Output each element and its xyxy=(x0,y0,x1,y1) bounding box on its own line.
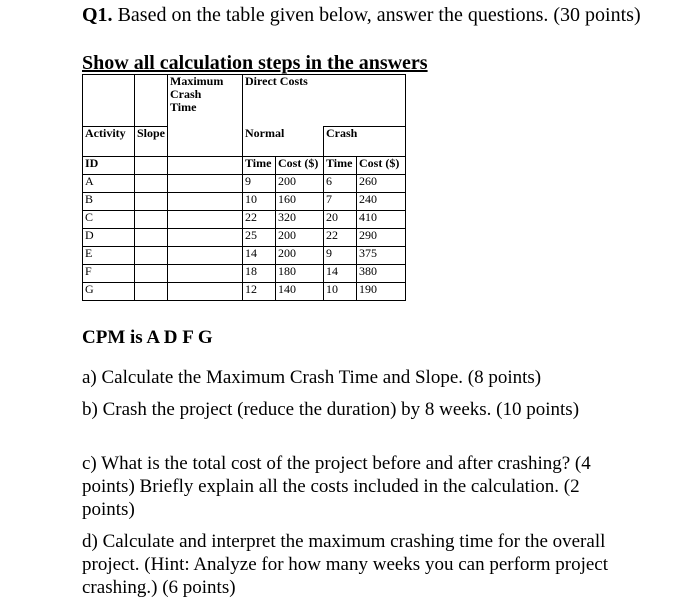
max-crash-time-cell xyxy=(168,175,243,193)
normal-time-cell: 22 xyxy=(243,211,276,229)
normal-cost-cell: 320 xyxy=(276,211,324,229)
normal-time-cell: 9 xyxy=(243,175,276,193)
table-body xyxy=(83,175,406,301)
table-header-row-2 xyxy=(83,127,406,157)
crash-cost-cell: 190 xyxy=(357,283,406,301)
normal-cost-cell: 200 xyxy=(276,229,324,247)
crash-cost-cell: 375 xyxy=(357,247,406,265)
slope-cell xyxy=(135,211,168,229)
slope-cell xyxy=(135,175,168,193)
question-number: Q1. xyxy=(82,4,113,26)
question-a: a) Calculate the Maximum Crash Time and Slope. (8 points) xyxy=(82,367,542,388)
crash-time-cell: 14 xyxy=(324,265,357,283)
crash-time-cell: 10 xyxy=(324,283,357,301)
max-crash-time-cell xyxy=(168,247,243,265)
max-crash-time-cell xyxy=(168,211,243,229)
table-row xyxy=(83,193,406,211)
normal-time-cell: 18 xyxy=(243,265,276,283)
table-header-row-3 xyxy=(83,157,406,175)
normal-time-cell: 12 xyxy=(243,283,276,301)
crash-time-cell: 20 xyxy=(324,211,357,229)
normal-cost-cell: 200 xyxy=(276,175,324,193)
header-cell-empty xyxy=(135,75,168,127)
table-row xyxy=(83,175,406,193)
crash-time-cell: 9 xyxy=(324,247,357,265)
activity-id-cell: E xyxy=(83,247,135,265)
normal-cost-cell: 180 xyxy=(276,265,324,283)
crash-cost-cell: 410 xyxy=(357,211,406,229)
activity-header: Activity xyxy=(83,127,135,157)
normal-header: Normal xyxy=(243,127,324,157)
max-crash-time-header xyxy=(168,75,243,157)
activity-id-cell: D xyxy=(83,229,135,247)
question-text: Based on the table given below, answer the questions. (30 points) xyxy=(112,4,641,26)
max-crash-time-cell xyxy=(168,193,243,211)
crash-cost-cell: 290 xyxy=(357,229,406,247)
slope-cell xyxy=(135,283,168,301)
table-row xyxy=(83,229,406,247)
instruction-heading: Show all calculation steps in the answers xyxy=(82,52,428,74)
activity-id-cell: C xyxy=(83,211,135,229)
normal-cost-cell: 200 xyxy=(276,247,324,265)
normal-time-cell: 14 xyxy=(243,247,276,265)
crash-header: Crash xyxy=(324,127,406,157)
slope-cell xyxy=(135,229,168,247)
table-row xyxy=(83,283,406,301)
question-title xyxy=(82,4,642,27)
normal-cost-header: Cost ($) xyxy=(276,157,324,175)
activity-id-cell: G xyxy=(83,283,135,301)
table-row xyxy=(83,211,406,229)
crash-cost-header: Cost ($) xyxy=(357,157,406,175)
header-line: Time xyxy=(170,100,197,114)
slope-cell xyxy=(135,265,168,283)
question-d: d) Calculate and interpret the maximum crashing time for the overall project. (Hint: Analyze for how many weeks you can perform project crashing.) (6 points) xyxy=(82,531,609,598)
normal-cost-cell: 160 xyxy=(276,193,324,211)
crash-time-header: Time xyxy=(324,157,357,175)
normal-cost-cell: 140 xyxy=(276,283,324,301)
max-crash-time-cell xyxy=(168,229,243,247)
slope-header: Slope xyxy=(135,127,168,157)
crash-time-cell: 7 xyxy=(324,193,357,211)
question-b: b) Crash the project (reduce the duration) by 8 weeks. (10 points) xyxy=(82,399,580,420)
normal-time-header: Time xyxy=(243,157,276,175)
slope-cell xyxy=(135,193,168,211)
question-c: c) What is the total cost of the project before and after crashing? (4 points) Briefly explain all the costs included in the calculation. (2 points) xyxy=(82,453,591,520)
max-crash-time-cell xyxy=(168,283,243,301)
header-cell-empty xyxy=(135,157,168,175)
header-cell-empty xyxy=(83,75,135,127)
activity-id-cell: A xyxy=(83,175,135,193)
crash-cost-table xyxy=(82,74,406,301)
id-header: ID xyxy=(83,157,135,175)
crash-time-cell: 6 xyxy=(324,175,357,193)
normal-time-cell: 25 xyxy=(243,229,276,247)
max-crash-time-cell xyxy=(168,265,243,283)
activity-id-cell: F xyxy=(83,265,135,283)
slope-cell xyxy=(135,247,168,265)
crash-time-cell: 22 xyxy=(324,229,357,247)
crash-cost-cell: 260 xyxy=(357,175,406,193)
crash-cost-cell: 380 xyxy=(357,265,406,283)
header-line: Maximum xyxy=(170,74,224,88)
header-line: Crash xyxy=(170,87,202,101)
crash-cost-cell: 240 xyxy=(357,193,406,211)
table-row xyxy=(83,265,406,283)
header-cell-empty xyxy=(168,157,243,175)
critical-path-statement: CPM is A D F G xyxy=(82,327,213,348)
table-row xyxy=(83,247,406,265)
activity-id-cell: B xyxy=(83,193,135,211)
direct-costs-header: Direct Costs xyxy=(243,75,406,127)
table-header-row-1 xyxy=(83,75,406,127)
normal-time-cell: 10 xyxy=(243,193,276,211)
